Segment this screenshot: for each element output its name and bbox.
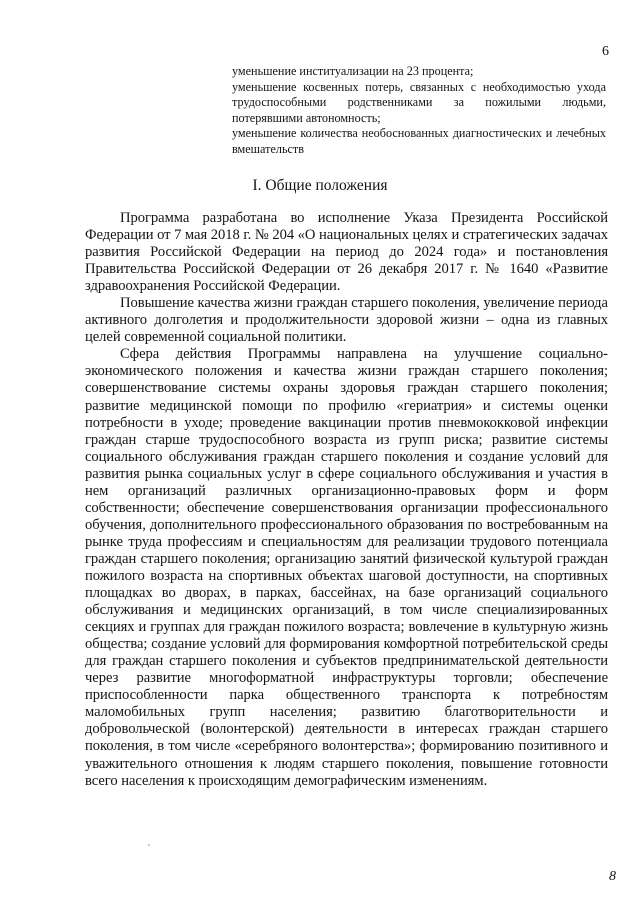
table-cell-fragment	[232, 64, 606, 158]
body-text	[85, 210, 608, 790]
paragraph: Повышение качества жизни граждан старшего поколения, увеличение периода активного долголетия и продолжительности здоровой жизни – одна из главных целей современной социальной политики.	[85, 295, 608, 346]
section-title: I. Общие положения	[252, 177, 388, 194]
paragraph: Сфера действия Программы направлена на улучшение социально-экономического положения и качества жизни граждан старшего поколения; совершенствование системы охраны здоровья граждан старшего поколения; развитие медицинской помощи по профилю «гериатрия» и системы оценки потребности в уходе; проведение вакцинации против пневмококковой инфекции граждан старше трудоспособного возраста из групп риска; развитие системы социального обслуживания граждан старшего поколения и создание условий для развития рынка социальных услуг в сфере социального обслуживания и участия в нем организаций различных организационно-правовых форм и форм собственности; обеспечение совершенствования организации профессионального обучения, дополнительного профессионального образования по востребованным на рынке труда профессиям и специальностям для реализации трудового потенциала граждан старшего поколения; организацию занятий физической культурой граждан пожилого возраста на спортивных объектах шаговой доступности, на спортивных площадках во дворах, в парках, бассейнах, на базе организаций социального обслуживания и медицинских организаций, в том числе специализированных секциях и группах для граждан пожилого возраста; вовлечение в культурную жизнь общества; создание условий для формирования комфортной потребительской среды для граждан старшего поколения и субъектов предпринимательской деятельности через развитие многоформатной инфраструктуры торговли; обеспечение приспособленности парка общественного транспорта к потребностям маломобильных групп населения; развитию благотворительности и добровольческой (волонтерской) деятельности в интересах граждан старшего поколения, в том числе «серебряного волонтерства»; формированию позитивного и уважительного отношения к людям старшего поколения, повышение готовности всего населения к происходящим демографическим изменениям.	[85, 346, 608, 789]
paragraph: Программа разработана во исполнение Указа Президента Российской Федерации от 7 мая 2018 г. № 204 «О национальных целях и стратегических задачах развития Российской Федерации на период до 2024 года» и постановления Правительства Российской Федерации от 26 декабря 2017 г. № 1640 «Развитие здравоохранения Российской Федерации.	[85, 210, 608, 295]
scan-speck	[148, 844, 150, 846]
table-cell-line: уменьшение институализации на 23 процента;	[232, 64, 474, 78]
table-cell-line: уменьшение косвенных потерь, связанных с необходимостью ухода трудоспособными родственниками за пожилыми людьми, потерявшими автономность;	[232, 79, 606, 125]
table-cell-line: уменьшение количества необоснованных диагностических и лечебных вмешательств	[232, 126, 606, 156]
handwritten-mark: 8	[609, 869, 616, 884]
page-number: 6	[602, 44, 609, 59]
